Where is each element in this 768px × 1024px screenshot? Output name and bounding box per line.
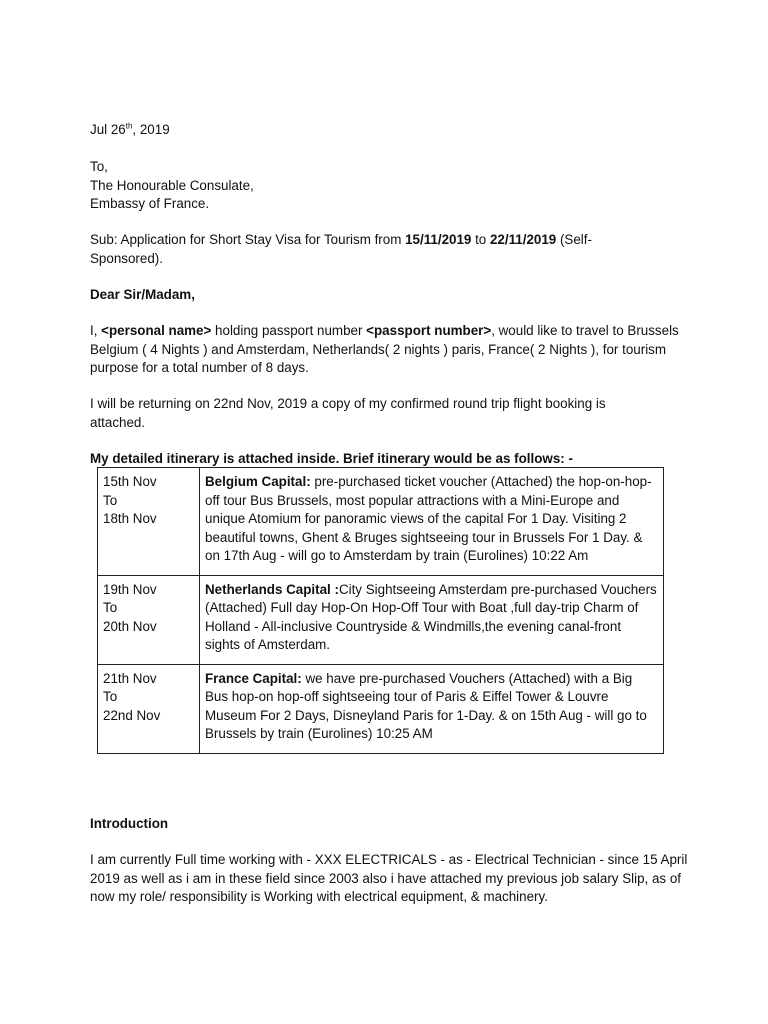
return-paragraph: I will be returning on 22nd Nov, 2019 a copy of my confirmed round trip flight booking is attached. [90, 396, 606, 430]
itinerary-dates: 19th Nov To 20th Nov [98, 575, 200, 664]
salutation: Dear Sir/Madam, [90, 287, 195, 302]
itinerary-details: Netherlands Capital :City Sightseeing Amsterdam pre-purchased Vouchers (Attached) Full day Hop-On Hop-Off Tour with Boat ,full day-trip Charm of Holland - All-inclusive Countryside & Windmills,the evening canal-front sights of Amsterdam. [200, 575, 664, 664]
itinerary-row [98, 468, 664, 576]
introduction-heading: Introduction [90, 816, 169, 831]
address-to: To, [90, 159, 108, 174]
address-line-1: The Honourable Consulate, [90, 177, 254, 193]
introduction-body: I am currently Full time working with - XXX ELECTRICALS - as - Electrical Technician - since 15 April 2019 as well as i am in these field since 2003 also i have attached my previous job salary Slip, as of now my role/ responsibility is Working with electrical equipment, & machinery. [90, 852, 688, 904]
itinerary-dates: 15th Nov To 18th Nov [98, 468, 200, 576]
itinerary-row [98, 664, 664, 753]
letter-date: Jul 26th, 2019 [90, 121, 170, 137]
intro-paragraph: I, <personal name> holding passport number <passport number>, would like to travel to Brussels Belgium ( 4 Nights ) and Amsterdam, Netherlands( 2 nights ) paris, France( 2 Nights ), for tourism purpose for a total number of 8 days. [90, 323, 679, 375]
recipient-address [90, 158, 690, 214]
itinerary-details: Belgium Capital: pre-purchased ticket voucher (Attached) the hop-on-hop-off tour Bus Brussels, most popular attractions with a Mini-Europe and unique Atomium for panoramic views of the capital For 1 Day. Visiting 2 beautiful towns, Ghent & Bruges sightseeing tour in Brussels For 1 Day. & on 17th Aug - will go to Amsterdam by train (Eurolines) 10:22 Am [200, 468, 664, 576]
itinerary-table [97, 467, 664, 754]
itinerary-heading: My detailed itinerary is attached inside. Brief itinerary would be as follows: - [90, 451, 573, 466]
address-line-2: Embassy of France. [90, 196, 210, 211]
itinerary-row [98, 575, 664, 664]
subject-line: Sub: Application for Short Stay Visa for Tourism from 15/11/2019 to 22/11/2019 (Self-Sponsored). [90, 232, 592, 266]
itinerary-details: France Capital: we have pre-purchased Vouchers (Attached) with a Big Bus hop-on hop-off sightseeing tour of Paris & Eiffel Tower & Louvre Museum For 2 Days, Disneyland Paris for 1-Day. & on 15th Aug - will go to Brussels by train (Eurolines) 10:25 AM [200, 664, 664, 753]
itinerary-dates: 21th Nov To 22nd Nov [98, 664, 200, 753]
